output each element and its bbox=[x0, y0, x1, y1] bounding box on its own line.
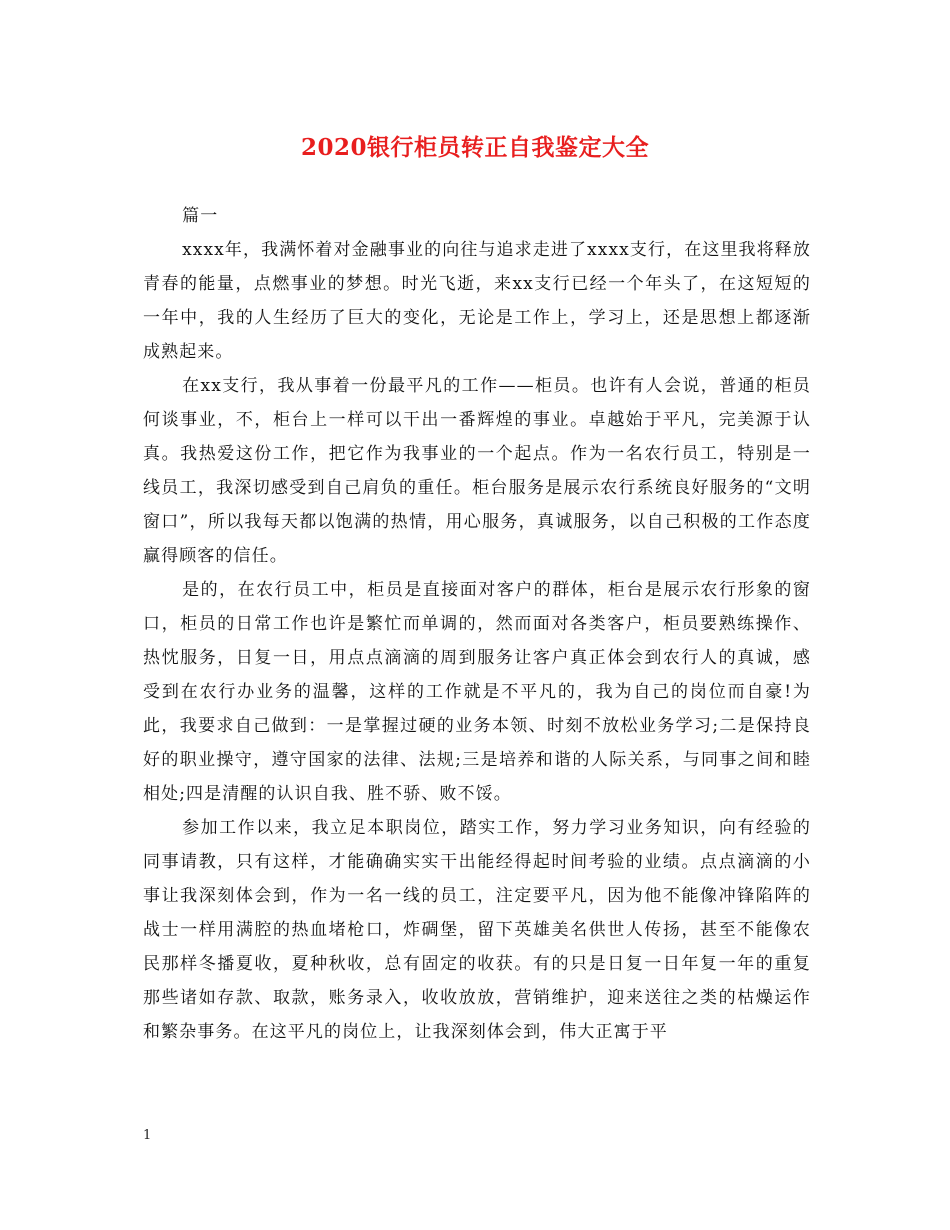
paragraph-1: xxxx年，我满怀着对金融事业的向往与追求走进了xxxx支行，在这里我将释放青春的能量，点燃事业的梦想。时光飞逝，来xx支行已经一个年头了，在这短短的一年中，我的人生经历了巨大的变化，无论是工作上，学习上，还是思想上都逐渐成熟起来。 bbox=[143, 240, 811, 362]
document-title: 2020银行柜员转正自我鉴定大全 bbox=[300, 134, 649, 161]
section-label: 篇一 bbox=[182, 206, 219, 226]
paragraph-4: 参加工作以来，我立足本职岗位，踏实工作，努力学习业务知识，向有经验的同事请教，只有这样，才能确确实实干出能经得起时间考验的业绩。点点滴滴的小事让我深刻体会到，作为一名一线的员工，注定要平凡，因为他不能像冲锋陷阵的战士一样用满腔的热血堵枪口，炸碉堡，留下英雄美名供世人传扬，甚至不能像农民那样冬播夏收，夏种秋收，总有固定的收获。有的只是日复一日年复一年的重复那些诸如存款、取款，账务录入，收收放放，营销维护，迎来送往之类的枯燥运作和繁杂事务。在这平凡的岗位上，让我深刻体会到，伟大正寓于平 bbox=[143, 818, 811, 1042]
page-number: 1 bbox=[143, 1128, 152, 1143]
paragraph-2: 在xx支行，我从事着一份最平凡的工作——柜员。也许有人会说，普通的柜员何谈事业，不，柜台上一样可以干出一番辉煌的事业。卓越始于平凡，完美源于认真。我热爱这份工作，把它作为我事业的一个起点。作为一名农行员工，特别是一线员工，我深切感受到自己肩负的重任。柜台服务是展示农行系统良好服务的“文明窗口”，所以我每天都以饱满的热情，用心服务，真诚服务，以自己积极的工作态度赢得顾客的信任。 bbox=[143, 376, 811, 566]
paragraph-3: 是的，在农行员工中，柜员是直接面对客户的群体，柜台是展示农行形象的窗口，柜员的日常工作也许是繁忙而单调的，然而面对各类客户，柜员要熟练操作、热忱服务，日复一日，用点点滴滴的周到服务让客户真正体会到农行人的真诚，感受到在农行办业务的温馨，这样的工作就是不平凡的，我为自己的岗位而自豪!为此，我要求自己做到：一是掌握过硬的业务本领、时刻不放松业务学习;二是保持良好的职业操守，遵守国家的法律、法规;三是培养和谐的人际关系，与同事之间和睦相处;四是清醒的认识自我、胜不骄、败不馁。 bbox=[143, 580, 811, 804]
document-body bbox=[143, 199, 811, 1049]
